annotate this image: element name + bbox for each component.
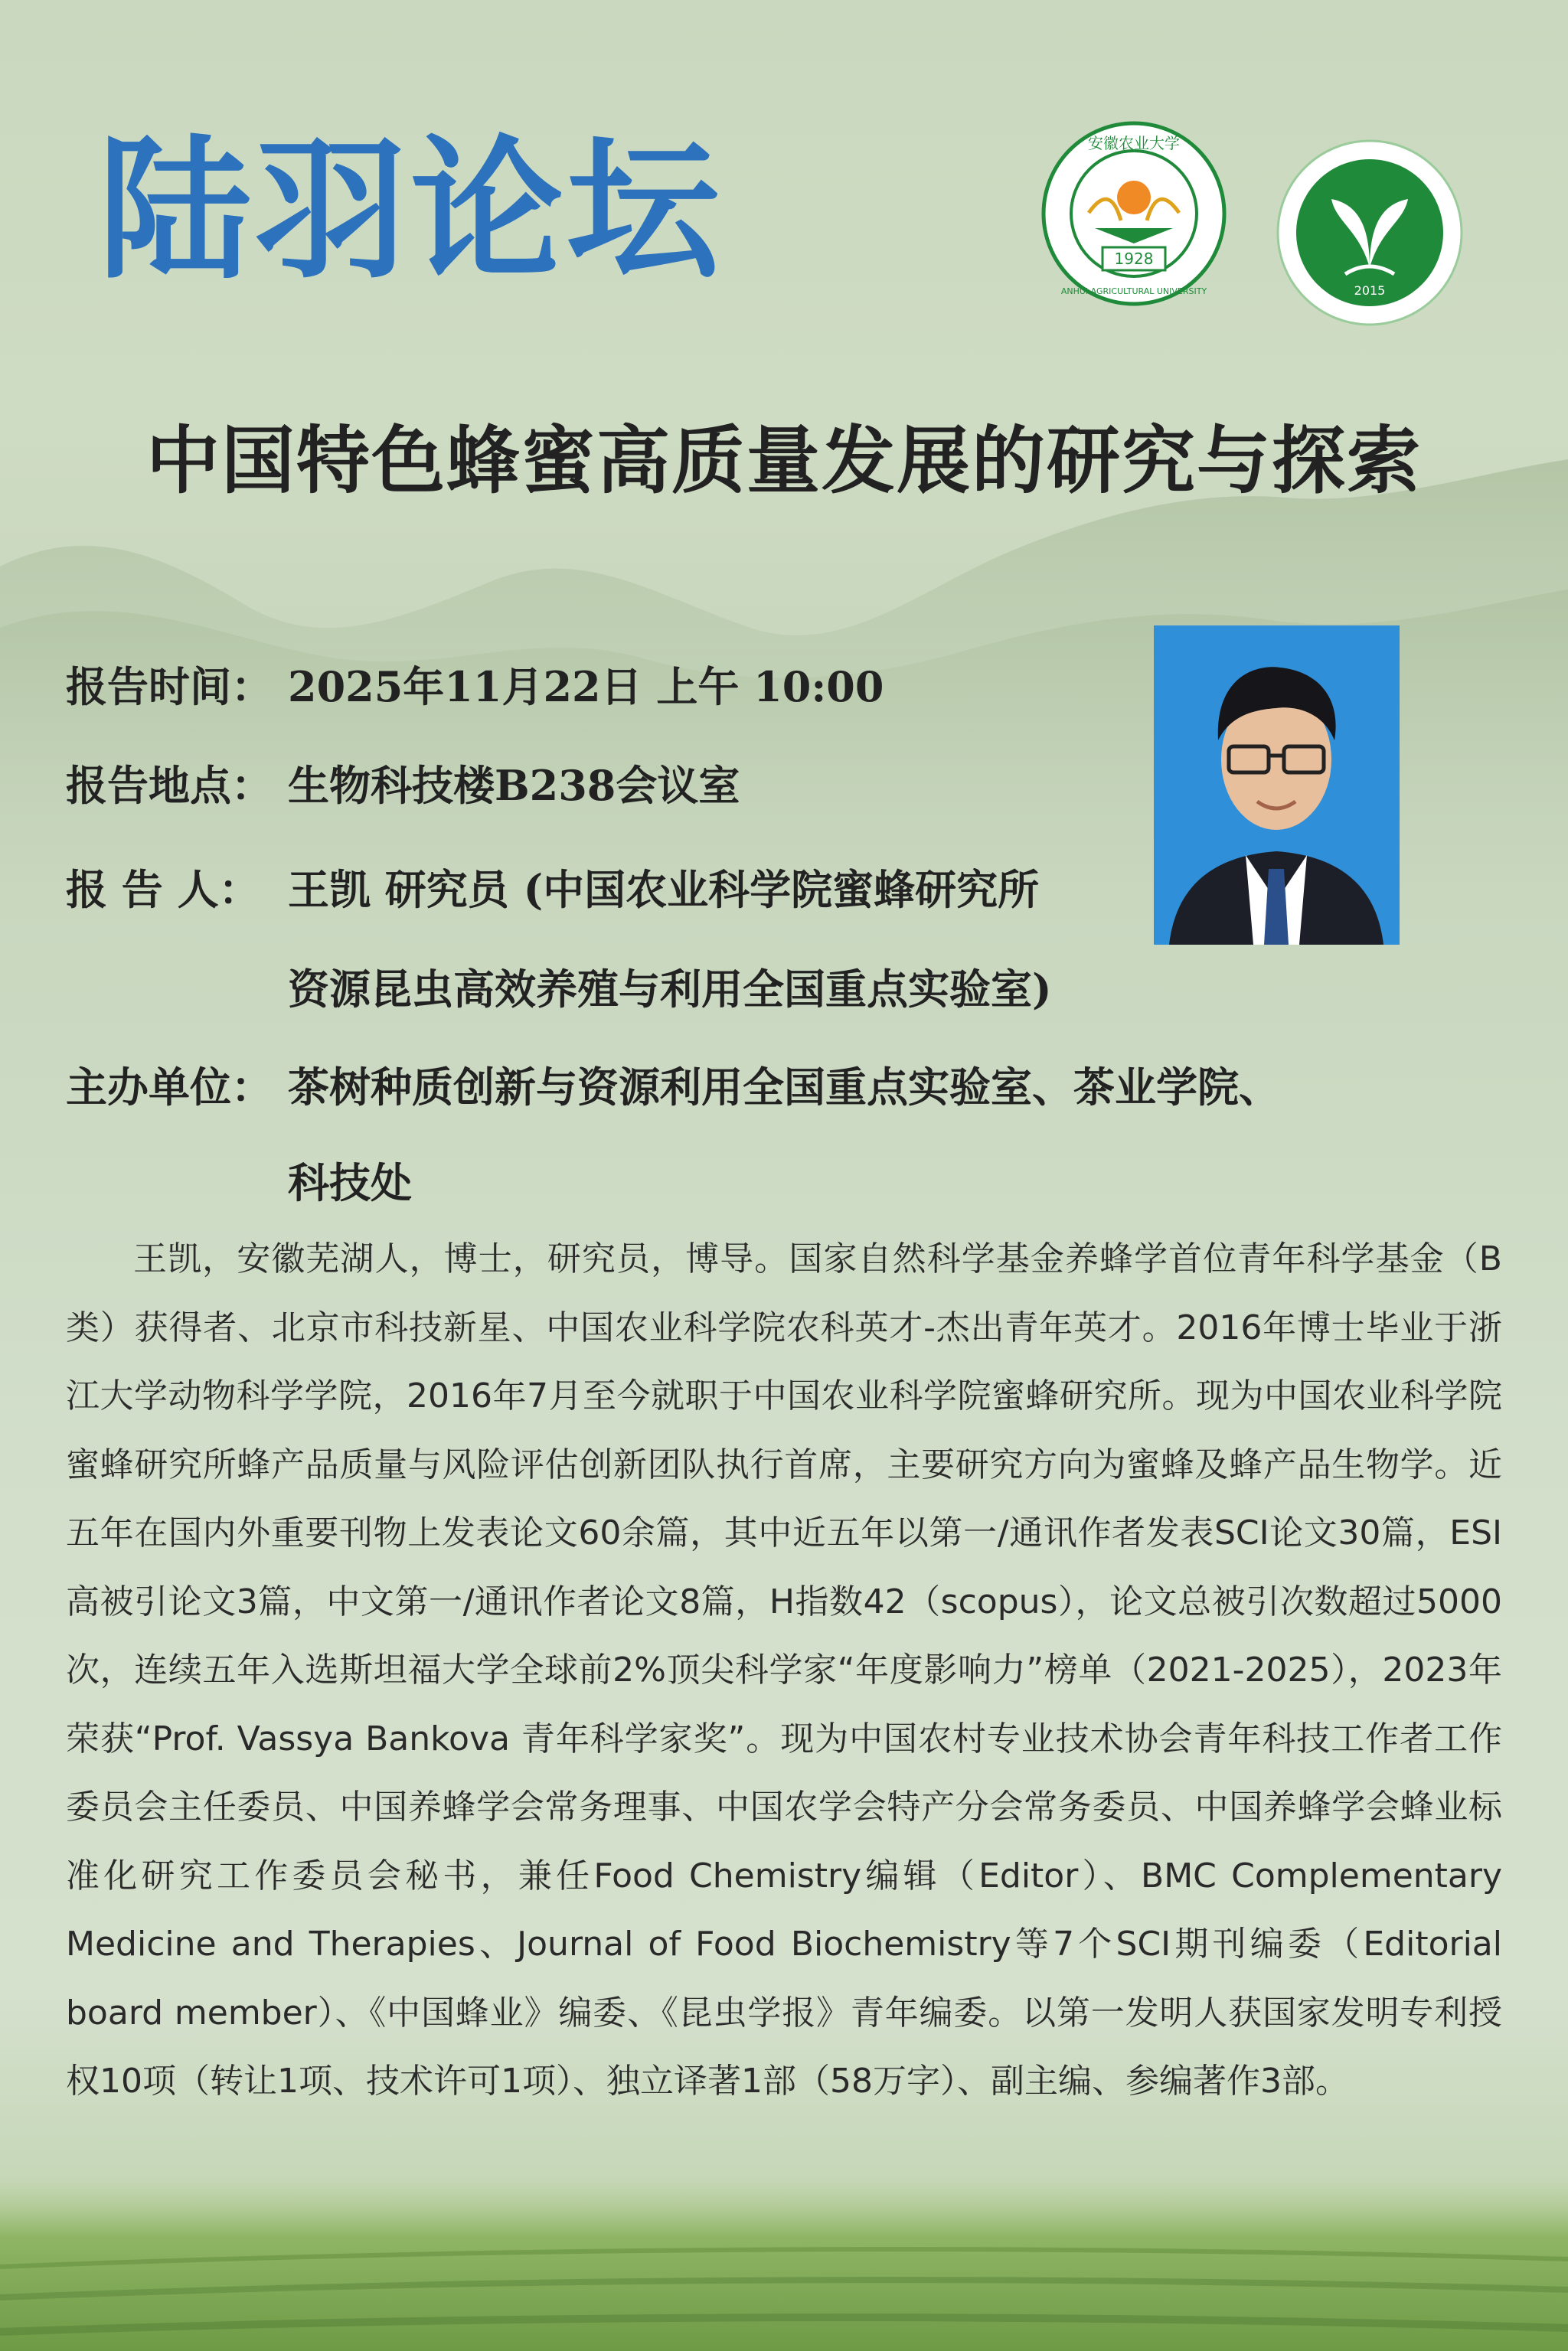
host-value: 茶树种质创新与资源利用全国重点实验室、茶业学院、: [288, 1063, 1280, 1112]
place-label: 报告地点：: [66, 761, 273, 810]
svg-text:1928: 1928: [1114, 250, 1154, 268]
speaker-label: 报 告 人：: [66, 865, 260, 914]
info-time: [66, 655, 884, 713]
lab-logo-icon: [1275, 138, 1465, 328]
speaker-portrait-icon: [1154, 625, 1400, 945]
speaker-bio: 王凯，安徽芜湖人，博士，研究员，博导。国家自然科学基金养蜂学首位青年科学基金（B类）获得者、北京市科技新星、中国农业科学院农科英才-杰出青年英才。2016年博士毕业于浙江大学动物科学学院，2016年7月至今就职于中国农业科学院蜜蜂研究所。现为中国农业科学院蜜蜂研究所蜂产品质量与风险评估创新团队执行首席，主要研究方向为蜜蜂及蜂产品生物学。近五年在国内外重要刊物上发表论文60余篇，其中近五年以第一/通讯作者发表SCI论文30篇，ESI高被引论文3篇，中文第一/通讯作者论文8篇，H指数42（scopus），论文总被引次数超过5000次，连续五年入选斯坦福大学全球前2%顶尖科学家“年度影响力”榜单（2021-2025），2023年荣获“Prof. Vassya Bankova 青年科学家奖”。现为中国农村专业技术协会青年科技工作者工作委员会主任委员、中国养蜂学会常务理事、中国农学会特产分会常务委员、中国养蜂学会蜂业标准化研究工作委员会秘书，兼任Food Chemistry编辑（Editor）、BMC Complementary Medicine and Therapies、Journal of Food Biochemistry等7个SCI期刊编委（Editorial board member）、《中国蜂业》编委、《昆虫学报》青年编委。以第一发明人获国家发明专利授权10项（转让1项、技术许可1项）、独立译著1部（58万字）、副主编、参编著作3部。: [66, 1239, 1502, 2101]
svg-text:2015: 2015: [1354, 283, 1386, 298]
info-place: [66, 753, 740, 812]
time-value: 2025年11月22日 上午 10:00: [288, 662, 884, 711]
info-host: [66, 1055, 1280, 1114]
place-value: 生物科技楼B238会议室: [288, 761, 740, 810]
svg-text:ANHUI AGRICULTURAL UNIVERSITY: ANHUI AGRICULTURAL UNIVERSITY: [1060, 286, 1207, 296]
speaker-value-continued: 资源昆虫高效养殖与利用全国重点实验室): [288, 965, 1052, 1014]
host-label: 主办单位：: [66, 1063, 273, 1112]
time-label: 报告时间：: [66, 662, 273, 711]
speaker-photo: [1154, 625, 1400, 945]
svg-text:安徽农业大学: 安徽农业大学: [1088, 134, 1180, 152]
host-value-continued: 科技处: [288, 1158, 412, 1207]
university-logo-icon: [1041, 121, 1227, 306]
info-speaker: [66, 857, 1039, 916]
tea-field-background: [0, 2175, 1568, 2351]
speaker-value: 王凯 研究员 (中国农业科学院蜜蜂研究所: [288, 865, 1040, 914]
forum-title: 陆羽论坛: [98, 120, 724, 300]
talk-title: 中国特色蜂蜜高质量发展的研究与探索: [146, 417, 1422, 504]
